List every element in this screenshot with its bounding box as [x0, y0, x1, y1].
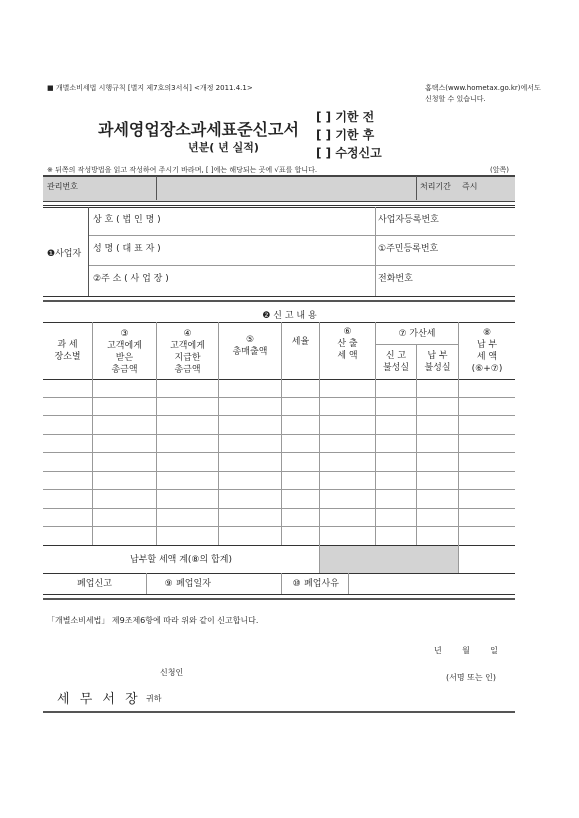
col-5-number: ⑤: [245, 335, 255, 345]
resident-number-label: ①주민등록번호: [378, 244, 439, 254]
option-amended[interactable]: [ ] 수정신고: [316, 146, 382, 160]
col-6-number: ⑥: [343, 327, 352, 337]
col-header-rate: 세율: [291, 337, 310, 347]
instruction-notice: ※ 뒤쪽의 작성방법을 읽고 작성하여 주시기 바라며, [ ]에는 해당되는 곳에 √표를 합니다.: [47, 166, 318, 174]
phone-label: 전화번호: [378, 274, 413, 284]
hometax-line-1: 홈택스(www.hometax.go.kr)에서도: [425, 84, 541, 92]
col-4-label: 고객에게 지급한 총금액: [170, 340, 205, 375]
closure-date-text: 폐업일자: [176, 579, 211, 589]
processing-period-label: 처리기간: [420, 182, 451, 191]
closure-reason-label: [282, 574, 348, 594]
business-name-label: 상 호 ( 법 인 명 ): [93, 215, 161, 225]
tax-office-head: 세 무 서 장: [57, 692, 141, 707]
regulation-text: ■ 개별소비세법 시행규칙 [별지 제7호의3서식] <개정 2011.4.1>: [47, 84, 253, 92]
col-6-label: 산 출 세 액: [337, 339, 358, 361]
col-header-received: [93, 324, 156, 379]
closure-reason-text: 폐업사유: [304, 579, 339, 589]
processing-period-value: 즉시: [462, 182, 478, 191]
col-3-number: ③: [120, 328, 129, 339]
address-label: ②주 소 ( 사 업 장 ): [93, 274, 169, 284]
representative-label: 성 명 ( 대 표 자 ): [93, 244, 161, 254]
col-header-payment-penalty: 납 부 불성실: [424, 351, 451, 373]
col-5-label: 총매출액: [232, 347, 268, 357]
filing-type-options: [316, 108, 382, 162]
form-title: 과세영업장소과세표준신고서: [98, 120, 299, 139]
total-row-gray-cell: [320, 546, 458, 573]
business-reg-number-label: 사업자등록번호: [378, 215, 439, 225]
col-header-computed-tax: [320, 324, 375, 364]
col-header-place: 과 세 장소별: [54, 339, 81, 362]
hometax-line-2: 신청할 수 있습니다.: [425, 95, 486, 103]
signature-label: (서명 또는 인): [446, 673, 496, 682]
col-3-label: 고객에게 받은 총금액: [107, 340, 142, 375]
page-side: (앞쪽): [490, 166, 509, 174]
col-header-total-sales: [219, 326, 281, 366]
hometax-notice: [425, 83, 541, 105]
col-header-paid: [157, 324, 218, 379]
col-8-label: 납 부 세 액 (⑥+⑦): [471, 340, 503, 374]
option-before-deadline[interactable]: [ ] 기한 전: [316, 110, 375, 124]
report-data-rows[interactable]: [43, 380, 515, 545]
closure-reason-number: ⑩: [292, 578, 301, 589]
col-header-payable-tax: [459, 324, 515, 378]
total-payable-label: 납부할 세액 계(⑧의 합계): [130, 554, 232, 565]
col-8-number: ⑧: [482, 328, 492, 338]
col-4-number: ④: [183, 328, 192, 339]
closure-report-label: 폐업신고: [77, 579, 112, 589]
applicant-label: 신청인: [160, 668, 184, 677]
declaration-text: 「개별소비세법」 제9조제6항에 따라 위와 같이 신고합니다.: [47, 616, 259, 625]
col-header-report-penalty: 신 고 불성실: [382, 351, 410, 373]
taxpayer-section-label: ❶사업자: [47, 249, 82, 259]
closure-date-number: ⑨: [164, 578, 173, 589]
option-after-deadline[interactable]: [ ] 기한 후: [316, 128, 375, 142]
form-subtitle: 년분( 년 실적): [188, 141, 259, 154]
management-number-label: 관리번호: [47, 182, 78, 191]
col-header-penalty: ⑦ 가산세: [398, 328, 436, 339]
honorific: 귀하: [146, 694, 162, 703]
closure-date-label: [147, 574, 227, 594]
declaration-date: 년 월 일: [434, 646, 498, 655]
report-section-title: ❷ 신 고 내 용: [262, 311, 317, 321]
